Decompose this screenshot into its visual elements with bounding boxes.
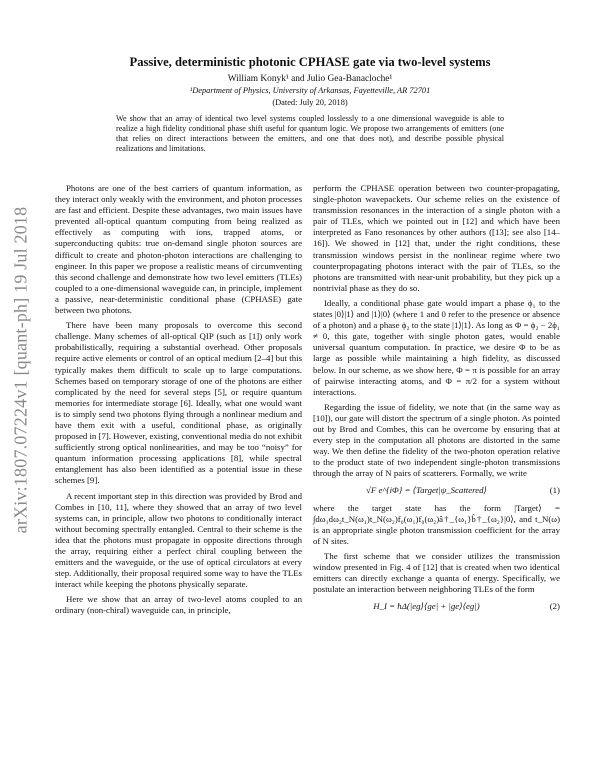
abstract: We show that an array of identical two level systems coupled losslessly to a one dimensional waveguide is able to realize a high fidelity conditional phase shift useful for quantum logic. We propose two arrangements of emitters (one that relies on direct interactions between the emitters, and one that does not), and describe possible physical realizations and limitations. xyxy=(116,114,504,154)
right-paragraph-4: where the target state has the form |Target⟩ = ∫dω₁dω₂t_N(ω₁)t_N(ω₂)f₀(ω₁)f₀(ω₂)â†_{ω₁}b̂†_{ω₂}|0⟩, and t_N(ω) is an appropriate single photon transmission coefficient for the array of N sites. xyxy=(313,502,560,546)
equation-1-body: √F e^{iΦ} = ⟨Target|ψ_Scattered⟩ xyxy=(366,485,487,496)
equation-1-number: (1) xyxy=(549,485,560,496)
right-column xyxy=(313,183,560,618)
right-paragraph-3: Regarding the issue of fidelity, we note that (in the same way as [10]), our gate will distort the spectrum of a single photon. As pointed out by Brod and Combes, this can be overcome by ensuring that at every step in the computation all photons are distorted in the same way. We then define the fidelity of the two-photon operation relative to the product state of two independent single-photon transmissions through the array of N pairs of scatterers. Formally, we write xyxy=(313,401,560,479)
left-paragraph-3: A recent important step in this direction was provided by Brod and Combes in [10, 11], where they showed that an array of two level systems can, in principle, allow two photons to conditionally interact without becoming spectrally entangled. Central to their scheme is the idea that the photons must propagate in opposite directions through the array, requiring either a perfect chiral coupling between the emitters and the waveguide, or the use of optical circulators at every step. Additionally, their proposal required some way to have the TLEs interact while keeping the photons physically separate. xyxy=(55,490,302,590)
arxiv-stamp: arXiv:1807.07224v1 [quant-ph] 19 Jul 2018 xyxy=(10,206,31,534)
left-column xyxy=(55,183,302,621)
equation-2 xyxy=(313,601,560,612)
right-paragraph-2: Ideally, a conditional phase gate would impart a phase ϕ₁ to the states |0⟩|1⟩ and |1⟩|0⟩ (where 1 and 0 refer to the presence or absence of a photon) and a phase ϕ₂ to the state |1⟩|1⟩. As long as Φ = ϕ₂ − 2ϕ₁ ≠ 0, this gate, together with single photon gates, would enable universal quantum computation. In practice, we desire Φ to be as large as possible while maintaining a high fidelity, as discussed below. In our scheme, as we show here, Φ = π is possible for an array of pairwise interacting atoms, and Φ = π/2 for a system without interactions. xyxy=(313,297,560,397)
left-paragraph-4: Here we show that an array of two-level atoms coupled to an ordinary (non-chiral) waveguide can, in principle, xyxy=(55,594,302,616)
right-paragraph-1: perform the CPHASE operation between two counter-propagating, single-photon wavepackets. Our scheme relies on the existence of transmission resonances in the interaction of a single photon with a pair of TLEs, which we pointed out in [12] and which have been interpreted as Fano resonances by other authors ([13]; see also [14–16]). We showed in [12] that, under the right conditions, these transmission windows persist in the nonlinear regime where two counterpropagating photons interact with the pair of TLEs, so the photons are transmitted with near-unit probability, but they pick up a nontrivial phase as they do so. xyxy=(313,183,560,293)
equation-1 xyxy=(313,485,560,496)
equation-2-number: (2) xyxy=(549,601,560,612)
left-paragraph-1: Photons are one of the best carriers of quantum information, as they interact only weakly with the environment, and photon processes are fast and efficient. Despite these advantages, two main issues have prevented all-optical quantum computing from being realized as effectively as computing with ions, trapped atoms, or superconducting qubits: true on-demand single photon sources are difficult to create and photon-photon interactions are challenging to engineer. In this paper we propose a realistic means of circumventing this second challenge and demonstrate how two level emitters (TLEs) coupled to a one-dimensional waveguide can, in principle, implement a passive, near-deterministic conditional phase (CPHASE) gate between two photons. xyxy=(55,183,302,316)
paper-affiliation: ¹Department of Physics, University of Arkansas, Fayetteville, AR 72701 xyxy=(189,86,431,95)
right-paragraph-5: The first scheme that we consider utilizes the transmission window presented in Fig. 4 of [12] that is created when two identical emitters can directly exchange a quanta of energy. Specifically, we postulate an interaction between neighboring TLEs of the form xyxy=(313,550,560,595)
paper-authors: William Konyk¹ and Julio Gea-Banacloche¹ xyxy=(227,74,393,84)
equation-2-body: H_I = ħΔ(|eg⟩⟨ge| + |ge⟩⟨eg|) xyxy=(373,601,480,612)
paper-date: (Dated: July 20, 2018) xyxy=(272,98,348,107)
left-paragraph-2: There have been many proposals to overcome this second challenge. Many schemes of all-optical QIP (such as [1]) only work probabilistically, requiring a substantial overhead. Other proposals require active elements or control of an optical medium [2–4] but this typically makes them difficult to scale up to large computations. Schemes based on temporary storage of one of the photons are either complicated by the need for several steps [5], or require quantum memories for intermediate storage [6]. Ideally, what one would want is to simply send two photons flying through a nonlinear medium and have them exit with a useful, conditional phase, as originally proposed in [7]. However, existing, conventional media do not exhibit sufficiently strong optical nonlinearities, and may be too “noisy” for quantum information processing applications [8], while spectral entanglement has also been identified as a potential issue in these schemes [9]. xyxy=(55,320,302,486)
arxiv-stamp-container xyxy=(8,180,34,560)
paper-title: Passive, deterministic photonic CPHASE gate via two-level systems xyxy=(129,55,491,69)
